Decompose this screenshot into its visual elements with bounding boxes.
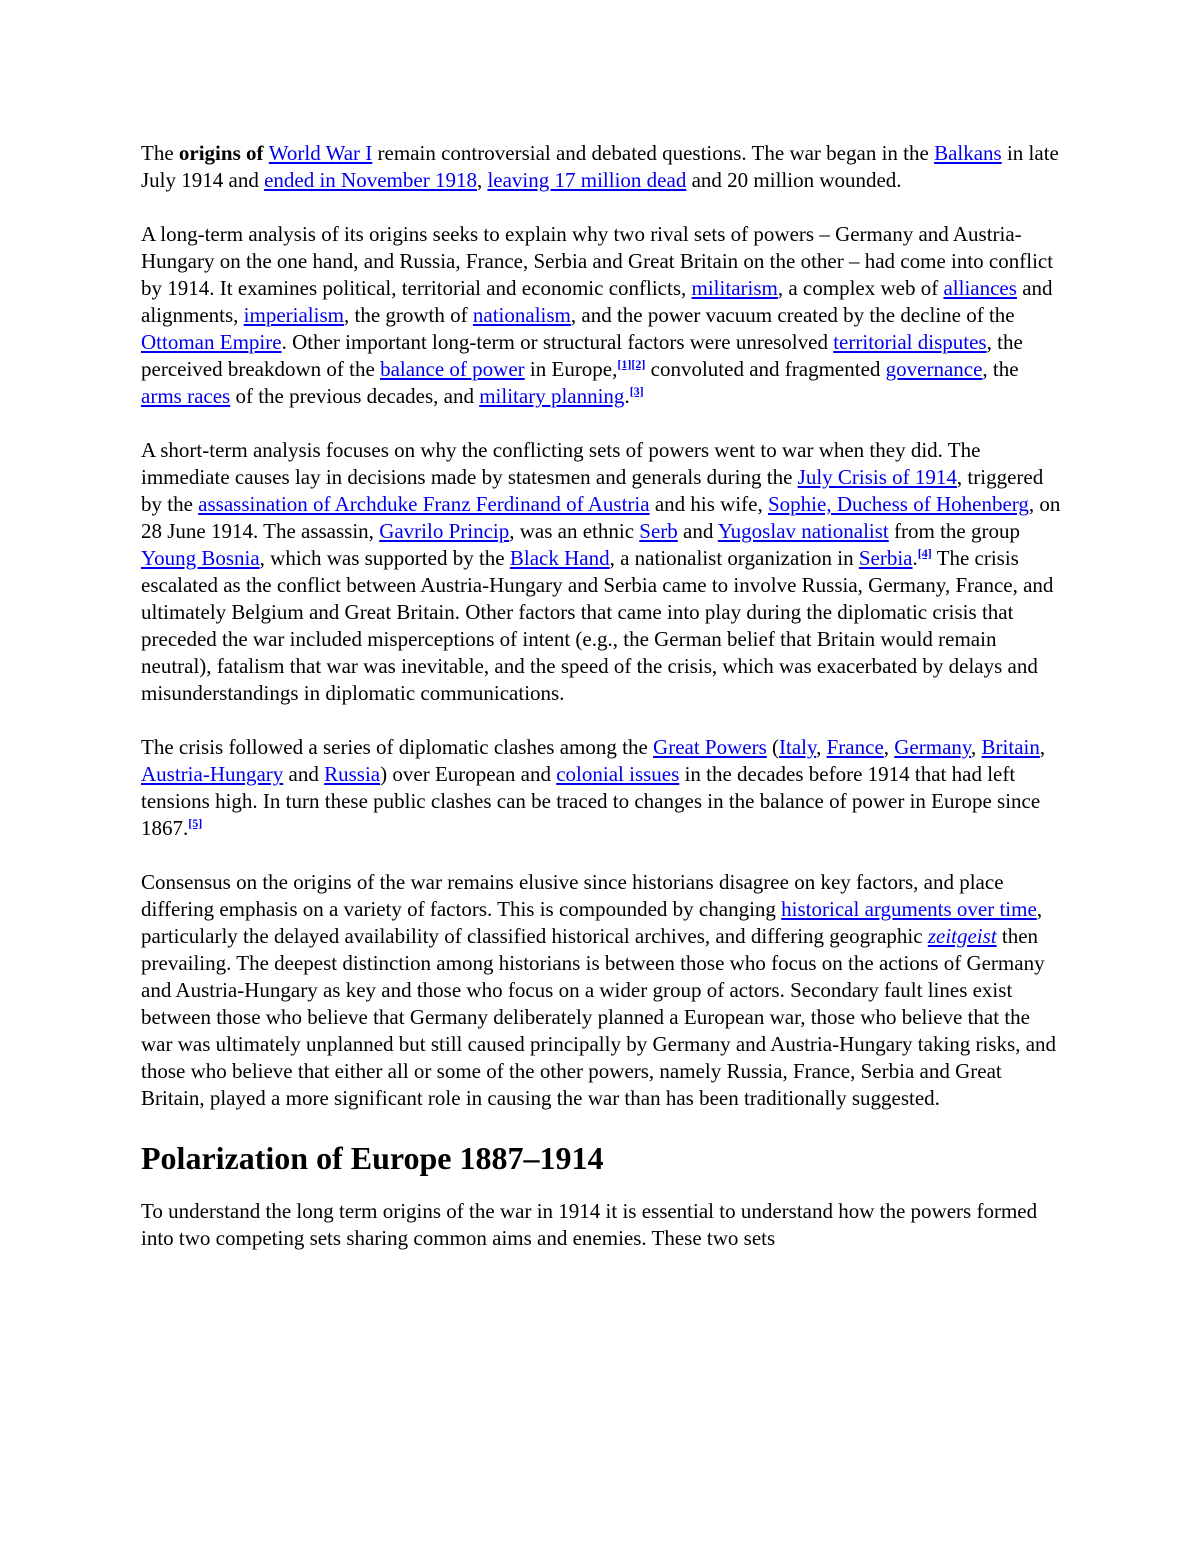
- link-serbia[interactable]: Serbia: [858, 546, 913, 570]
- link-young-bosnia[interactable]: Young Bosnia: [141, 546, 260, 570]
- text: , particularly the delayed availability of classified historical archives, and differing geographic: [141, 897, 1043, 948]
- citation-link-1[interactable]: [1]: [617, 357, 632, 371]
- paragraph-polarization: [141, 1198, 1061, 1252]
- bold-text: origins of: [178, 141, 269, 165]
- text: .: [912, 546, 918, 570]
- text: ,: [1039, 735, 1046, 759]
- text: , which was supported by the: [259, 546, 510, 570]
- text: , was an ethnic: [509, 519, 640, 543]
- text: and his wife,: [649, 492, 768, 516]
- link-world-war-i[interactable]: World War I: [268, 141, 373, 165]
- link-imperialism[interactable]: imperialism: [243, 303, 344, 327]
- document-page: [141, 140, 1061, 1279]
- text: and 20 million wounded.: [686, 168, 902, 192]
- text: of the previous decades, and: [230, 384, 480, 408]
- link-black-hand[interactable]: Black Hand: [509, 546, 610, 570]
- paragraph-diplomatic-clashes: [141, 734, 1061, 842]
- citation: [188, 816, 202, 830]
- text: A short-term analysis focuses on why the conflicting sets of powers went to war when they did. The immediate causes lay in decisions made by statesmen and generals during the: [141, 438, 981, 489]
- citation-link-4[interactable]: [4]: [917, 546, 932, 560]
- text: and: [283, 762, 325, 786]
- link-russia[interactable]: Russia: [324, 762, 381, 786]
- citation-link-2[interactable]: [2]: [631, 357, 646, 371]
- text: remain controversial and debated questions. The war began in the: [372, 141, 935, 165]
- link-austria-hungary[interactable]: Austria-Hungary: [141, 762, 284, 786]
- link-nationalism[interactable]: nationalism: [472, 303, 571, 327]
- text: , the growth of: [343, 303, 473, 327]
- text: ,: [883, 735, 895, 759]
- link-great-powers[interactable]: Great Powers: [653, 735, 767, 759]
- section-heading: Polarization of Europe 1887–1914: [141, 1140, 604, 1176]
- text: and: [677, 519, 718, 543]
- link-leaving-17-million-dead[interactable]: leaving 17 million dead: [487, 168, 687, 192]
- text: Consensus on the origins of the war remains elusive since historians disagree on key factors, and place differing emphasis on a variety of factors. This is compounded by changing: [141, 870, 1004, 921]
- link-serb[interactable]: Serb: [639, 519, 678, 543]
- citation: [617, 357, 645, 371]
- link-alliances[interactable]: alliances: [943, 276, 1017, 300]
- link-colonial-issues[interactable]: colonial issues: [556, 762, 680, 786]
- text: To understand the long term origins of the war in 1914 it is essential to understand how the powers formed into two competing sets sharing common aims and enemies. These two sets: [141, 1199, 1038, 1250]
- text: convoluted and fragmented: [645, 357, 886, 381]
- text: , triggered by the: [141, 465, 1044, 516]
- link-balance-of-power[interactable]: balance of power: [380, 357, 525, 381]
- text: , a nationalist organization in: [609, 546, 859, 570]
- paragraph-consensus: [141, 869, 1061, 1112]
- text: from the group: [888, 519, 1020, 543]
- link-governance[interactable]: governance: [885, 357, 983, 381]
- link-france[interactable]: France: [826, 735, 884, 759]
- text: ,: [816, 735, 827, 759]
- text: in late July 1914 and: [141, 141, 1059, 192]
- link-yugoslav-nationalist[interactable]: Yugoslav nationalist: [717, 519, 889, 543]
- paragraph-long-term: [141, 221, 1061, 410]
- link-britain[interactable]: Britain: [981, 735, 1040, 759]
- link-sophie-duchess[interactable]: Sophie, Duchess of Hohenberg: [767, 492, 1029, 516]
- text: in the decades before 1914 that had left tensions high. In turn these public clashes can be traced to changes in the balance of power in Europe since 1867.: [141, 762, 1041, 840]
- text: The crisis escalated as the conflict between Austria-Hungary and Serbia came to involve Russia, Germany, France, and ultimately Belgium and Great Britain. Other factors that came into play during the diplomatic crisis that preceded the war included misperceptions of intent (e.g., the German belief that Britain would remain neutral), fatalism that war was inevitable, and the speed of the crisis, which was exacerbated by delays and misunderstandings in diplomatic communications.: [141, 546, 1054, 705]
- link-military-planning[interactable]: military planning: [479, 384, 625, 408]
- text: , on 28 June 1914. The assassin,: [141, 492, 1061, 543]
- link-territorial-disputes[interactable]: territorial disputes: [833, 330, 987, 354]
- text: . Other important long-term or structural factors were unresolved: [281, 330, 834, 354]
- text: ,: [476, 168, 488, 192]
- link-zeitgeist[interactable]: zeitgeist: [927, 924, 997, 948]
- text: then prevailing. The deepest distinction among historians is between those who focus on the actions of Germany and Austria-Hungary as key and those who focus on a wider group of actors. Secondary fault lines exist between those who believe that Germany deliberately planned a European war, those who believe that the war was ultimately unplanned but still caused principally by Germany and Austria-Hungary taking risks, and those who believe that either all or some of the other powers, namely Russia, France, Serbia and Great Britain, played a more significant role in causing the war than has been traditionally suggested.: [141, 924, 1057, 1110]
- text: A long-term analysis of its origins seeks to explain why two rival sets of powers – Germany and Austria-Hungary on the one hand, and Russia, France, Serbia and Great Britain on the other – had come into conflict by 1914. It examines political, territorial and economic conflicts,: [141, 222, 1054, 300]
- citation: [918, 546, 932, 560]
- citation: [630, 384, 644, 398]
- text: and alignments,: [141, 276, 1053, 327]
- citation-link-3[interactable]: [3]: [629, 384, 644, 398]
- paragraph-short-term: [141, 437, 1061, 707]
- link-gavrilo-princip[interactable]: Gavrilo Princip: [379, 519, 510, 543]
- text: ) over European and: [380, 762, 557, 786]
- text: The: [141, 141, 179, 165]
- text: , a complex web of: [777, 276, 944, 300]
- link-ottoman-empire[interactable]: Ottoman Empire: [141, 330, 282, 354]
- text: (: [766, 735, 779, 759]
- text: .: [624, 384, 630, 408]
- link-militarism[interactable]: militarism: [691, 276, 778, 300]
- text: , the perceived breakdown of the: [141, 330, 1023, 381]
- link-balkans[interactable]: Balkans: [934, 141, 1002, 165]
- link-july-crisis[interactable]: July Crisis of 1914: [797, 465, 957, 489]
- link-assassination-franz-ferdinand[interactable]: assassination of Archduke Franz Ferdinand of Austria: [198, 492, 650, 516]
- link-historical-arguments[interactable]: historical arguments over time: [781, 897, 1037, 921]
- link-germany[interactable]: Germany: [894, 735, 972, 759]
- link-arms-races[interactable]: arms races: [141, 384, 231, 408]
- text: The crisis followed a series of diplomatic clashes among the: [141, 735, 654, 759]
- text: ,: [971, 735, 982, 759]
- paragraph-intro: [141, 140, 1061, 194]
- text: , the: [982, 357, 1019, 381]
- link-italy[interactable]: Italy: [779, 735, 817, 759]
- link-ended-november-1918[interactable]: ended in November 1918: [264, 168, 477, 192]
- text: , and the power vacuum created by the decline of the: [570, 303, 1015, 327]
- citation-link-5[interactable]: [5]: [188, 816, 203, 830]
- text: in Europe,: [524, 357, 618, 381]
